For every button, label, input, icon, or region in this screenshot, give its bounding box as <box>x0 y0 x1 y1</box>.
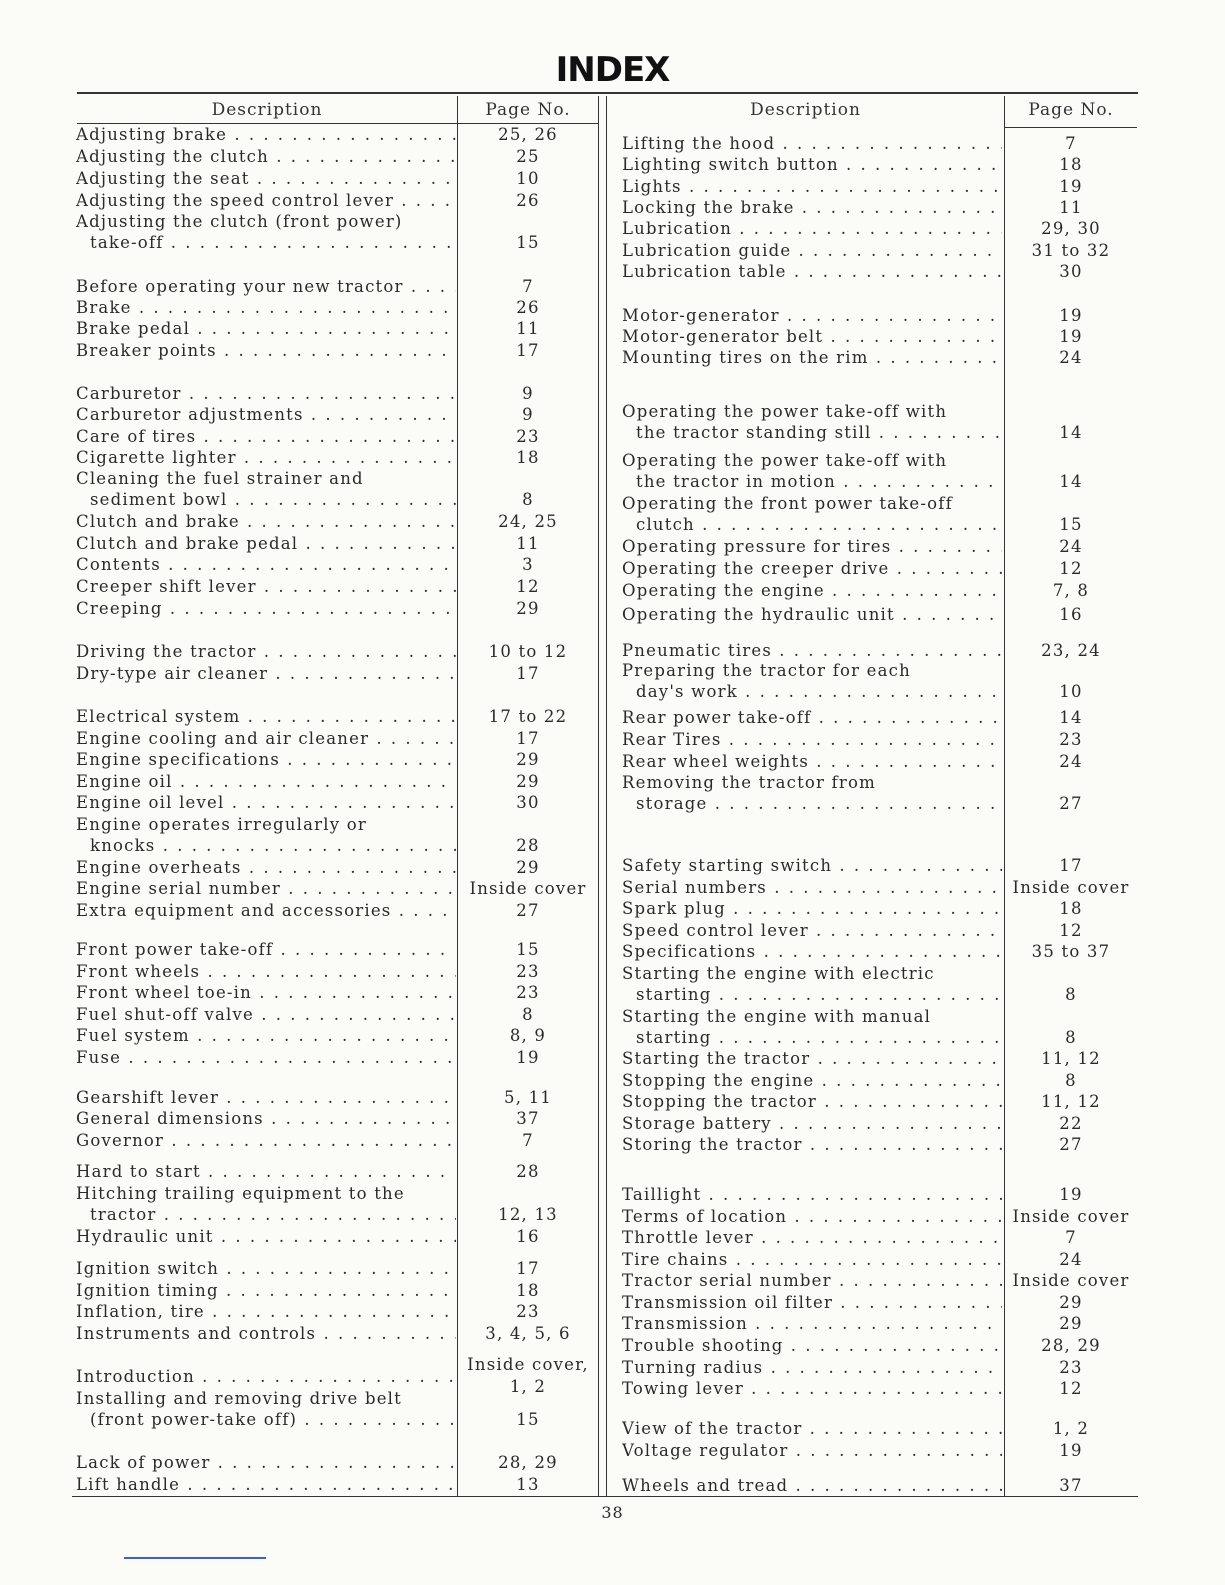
index-entry-description: Cigarette lighter . . . <box>76 447 456 468</box>
index-entry-description: Tractor serial number . . . <box>622 1270 1002 1291</box>
index-entry-description: Safety starting switch . . . <box>622 855 1002 876</box>
index-entry-description: Instruments and controls . . . <box>76 1323 456 1344</box>
index-entry-description: Brake pedal . . . <box>76 318 456 339</box>
right-description-header: Description <box>750 100 861 120</box>
index-entry-description: Front power take-off . . . <box>76 939 456 960</box>
index-entry-description: Breaker points . . . <box>76 340 456 361</box>
index-entry-description: Adjusting the clutch (front power) <box>76 212 403 231</box>
index-entry-page: 11 <box>516 534 540 553</box>
index-entry-description: Engine specifications . . . <box>76 749 456 770</box>
index-entry-description: Operating the hydraulic unit . . . <box>622 604 1002 625</box>
index-entry-page: 10 <box>1059 682 1083 701</box>
index-entry-page: 23, 24 <box>1041 641 1101 660</box>
index-entry-description: Pneumatic tires . . . <box>622 640 1002 661</box>
index-entry-description: Lifting the hood . . . <box>622 133 1002 154</box>
index-entry-description: Adjusting the seat . . . <box>76 168 456 189</box>
index-entry-description: the tractor in motion . . . <box>636 471 1002 492</box>
index-entry-description: Lubrication guide . . . <box>622 240 1002 261</box>
index-entry-description: Clutch and brake . . . <box>76 511 456 532</box>
index-entry-description: Removing the tractor from <box>622 773 876 792</box>
bottom-rule <box>72 1496 1138 1497</box>
index-entry-description: Fuse . . . <box>76 1047 456 1068</box>
index-entry-page: 19 <box>516 1048 540 1067</box>
index-entry-page: 29 <box>516 599 540 618</box>
index-entry-page: 3 <box>522 555 534 574</box>
index-entry-description: Governor . . . <box>76 1130 456 1151</box>
index-entry-page: 14 <box>1059 708 1083 727</box>
index-entry-page: 17 <box>516 1259 540 1278</box>
index-entry-page: 17 <box>516 341 540 360</box>
index-entry-page: 8 <box>1065 1071 1077 1090</box>
index-entry-description: Starting the engine with electric <box>622 964 935 983</box>
index-entry-description: Operating the power take-off with <box>622 451 948 470</box>
index-entry-page: 15 <box>516 1410 540 1429</box>
page-title: INDEX <box>555 50 670 90</box>
index-entry-page: 9 <box>522 384 534 403</box>
index-entry-page: 24 <box>1059 537 1083 556</box>
index-entry-description: take-off . . . <box>90 232 456 253</box>
index-entry-description: Trouble shooting . . . <box>622 1335 1002 1356</box>
index-entry-description: Terms of location . . . <box>622 1206 1002 1227</box>
index-entry-page: 17 <box>516 729 540 748</box>
index-entry-description: Mounting tires on the rim . . . <box>622 347 1002 368</box>
index-entry-description: Adjusting the speed control lever . . . <box>76 190 456 211</box>
index-entry-page: 7 <box>1065 134 1077 153</box>
index-entry-page: 11 <box>1059 198 1083 217</box>
index-entry-page: 9 <box>522 405 534 424</box>
index-entry-description: Ignition timing . . . <box>76 1280 456 1301</box>
index-entry-page: Inside cover <box>1012 1207 1130 1226</box>
center-divider-1 <box>598 96 599 1496</box>
index-entry-page: 15 <box>516 940 540 959</box>
index-entry-description: Lift handle . . . <box>76 1474 456 1495</box>
index-entry-page: 14 <box>1059 472 1083 491</box>
index-entry-description: Spark plug . . . <box>622 898 1002 919</box>
index-entry-description: Motor-generator . . . <box>622 305 1002 326</box>
index-entry-page: 28, 29 <box>1041 1336 1101 1355</box>
index-entry-page: 24, 25 <box>498 512 558 531</box>
left-description-header: Description <box>211 100 323 120</box>
index-entry-page: 5, 11 <box>504 1088 552 1107</box>
index-entry-description: Introduction . . . <box>76 1366 456 1387</box>
index-entry-page: 11 <box>516 319 540 338</box>
header-rule-right <box>1004 127 1137 128</box>
index-entry-page: 19 <box>1059 1185 1083 1204</box>
index-entry-description: Speed control lever . . . <box>622 920 1002 941</box>
index-entry-description: Starting the engine with manual <box>622 1007 932 1026</box>
index-entry-page: 29, 30 <box>1041 219 1101 238</box>
index-entry-page: 23 <box>516 427 540 446</box>
index-entry-description: Before operating your new tractor . . . <box>76 276 456 297</box>
index-entry-page: 7, 8 <box>1052 581 1090 600</box>
index-entry-description: Engine overheats . . . <box>76 857 456 878</box>
index-entry-description: Rear power take-off . . . <box>622 707 1002 728</box>
index-entry-page: 24 <box>1059 348 1083 367</box>
index-entry-description: Serial numbers . . . <box>622 877 1002 898</box>
index-entry-description: Stopping the engine . . . <box>622 1070 1002 1091</box>
index-entry-page: 24 <box>1059 1250 1083 1269</box>
index-entry-description: Driving the tractor . . . <box>76 641 456 662</box>
index-entry-page: 12, 13 <box>498 1205 558 1224</box>
index-entry-page: 29 <box>516 750 540 769</box>
index-entry-description: Specifications . . . <box>622 941 1002 962</box>
index-entry-description: Fuel system . . . <box>76 1025 456 1046</box>
index-entry-description: Tire chains . . . <box>622 1249 1002 1270</box>
index-entry-page: 7 <box>522 277 534 296</box>
center-divider-2 <box>606 96 607 1496</box>
index-entry-page: 16 <box>1059 605 1083 624</box>
index-entry-page: 29 <box>516 772 540 791</box>
index-entry-page: 23 <box>1059 1358 1083 1377</box>
index-entry-description: Gearshift lever . . . <box>76 1087 456 1108</box>
index-entry-page: 27 <box>1059 1135 1083 1154</box>
index-entry-page: 24 <box>1059 752 1083 771</box>
index-entry-description: knocks . . . <box>90 835 456 856</box>
index-entry-description: storage . . . <box>636 793 1002 814</box>
index-entry-page: 12 <box>1059 1379 1083 1398</box>
index-entry-description: Extra equipment and accessories . . . <box>76 900 456 921</box>
index-entry-description: Storing the tractor . . . <box>622 1134 1002 1155</box>
index-entry-page: 23 <box>516 983 540 1002</box>
scanner-link-underline <box>124 1557 266 1559</box>
index-entry-description: Lubrication . . . <box>622 218 1002 239</box>
index-entry-page: 17 to 22 <box>488 707 568 726</box>
index-entry-page: 18 <box>516 448 540 467</box>
index-entry-description: Front wheels . . . <box>76 961 456 982</box>
index-entry-description: Lack of power . . . <box>76 1452 456 1473</box>
index-entry-description: Stopping the tractor . . . <box>622 1091 1002 1112</box>
index-entry-page: 19 <box>1059 1441 1083 1460</box>
index-entry-page: 8 <box>1065 985 1077 1004</box>
index-entry-description: Operating the engine . . . <box>622 580 1002 601</box>
index-entry-description: (front power-take off) . . . <box>90 1409 456 1430</box>
index-entry-description: Cleaning the fuel strainer and <box>76 469 364 488</box>
index-entry-page: 10 <box>516 169 540 188</box>
index-entry-description: Turning radius . . . <box>622 1357 1002 1378</box>
index-entry-page: 8 <box>1065 1028 1077 1047</box>
index-entry-page: 8, 9 <box>509 1026 547 1045</box>
index-entry-description: Hydraulic unit . . . <box>76 1226 456 1247</box>
index-entry-page: 18 <box>1059 155 1083 174</box>
index-entry-page: Inside cover <box>1012 1271 1130 1290</box>
index-entry-description: Rear wheel weights . . . <box>622 751 1002 772</box>
index-entry-description: Taillight . . . <box>622 1184 1002 1205</box>
index-entry-description: Adjusting the clutch . . . <box>76 146 456 167</box>
index-entry-page: 12 <box>1059 559 1083 578</box>
index-entry-page: Inside cover <box>1012 878 1130 897</box>
index-entry-page: 26 <box>516 191 540 210</box>
index-entry-page: 30 <box>516 793 540 812</box>
index-entry-description: Wheels and tread . . . <box>622 1475 1002 1496</box>
index-entry-description: Engine serial number . . . <box>76 878 456 899</box>
index-entry-description: Creeper shift lever . . . <box>76 576 456 597</box>
index-entry-description: Engine cooling and air cleaner . . . <box>76 728 456 749</box>
index-entry-page: 14 <box>1059 423 1083 442</box>
index-entry-description: Front wheel toe-in . . . <box>76 982 456 1003</box>
index-entry-page: 19 <box>1059 306 1083 325</box>
index-entry-description: Motor-generator belt . . . <box>622 326 1002 347</box>
index-entry-page: 12 <box>516 577 540 596</box>
index-entry-description: Starting the tractor . . . <box>622 1048 1002 1069</box>
index-entry-page: 31 to 32 <box>1031 241 1111 260</box>
index-entry-page: 13 <box>516 1475 540 1494</box>
index-entry-description: Rear Tires . . . <box>622 729 1002 750</box>
index-entry-page: 3, 4, 5, 6 <box>485 1324 571 1343</box>
index-entry-description: tractor . . . <box>90 1204 456 1225</box>
index-entry-description: sediment bowl . . . <box>90 489 456 510</box>
index-entry-page: 7 <box>522 1131 534 1150</box>
index-entry-description: Creeping . . . <box>76 598 456 619</box>
index-entry-page: 11, 12 <box>1041 1049 1101 1068</box>
index-entry-page: 17 <box>516 664 540 683</box>
index-entry-page: 11, 12 <box>1041 1092 1101 1111</box>
index-entry-description: Voltage regulator . . . <box>622 1440 1002 1461</box>
index-entry-page: 19 <box>1059 177 1083 196</box>
index-entry-page: 37 <box>516 1109 540 1128</box>
index-entry-description: Inflation, tire . . . <box>76 1301 456 1322</box>
index-entry-page: 16 <box>516 1227 540 1246</box>
index-entry-description: the tractor standing still . . . <box>636 422 1002 443</box>
index-entry-description: Brake . . . <box>76 297 456 318</box>
index-entry-page: 22 <box>1059 1114 1083 1133</box>
index-entry-page: 1, 2 <box>1052 1419 1090 1438</box>
index-entry-page: 23 <box>516 1302 540 1321</box>
right-page-header: Page No. <box>1028 100 1114 120</box>
index-entry-description: View of the tractor . . . <box>622 1418 1002 1439</box>
index-entry-description: Carburetor . . . <box>76 383 456 404</box>
index-entry-page: 7 <box>1065 1228 1077 1247</box>
index-entry-page: 29 <box>1059 1293 1083 1312</box>
index-entry-page: 30 <box>1059 262 1083 281</box>
index-entry-page: 10 to 12 <box>488 642 568 661</box>
index-entry-page: 15 <box>516 233 540 252</box>
left-page-header: Page No. <box>485 100 571 120</box>
index-entry-description: Towing lever . . . <box>622 1378 1002 1399</box>
index-entry-page: 26 <box>516 298 540 317</box>
index-entry-description: clutch . . . <box>636 514 1002 535</box>
index-entry-description: Preparing the tractor for each <box>622 661 911 680</box>
index-entry-description: Adjusting brake . . . <box>76 124 456 145</box>
index-entry-page: 29 <box>1059 1314 1083 1333</box>
index-entry-description: Lubrication table . . . <box>622 261 1002 282</box>
index-entry-description: Lighting switch button . . . <box>622 154 1002 175</box>
index-entry-description: starting . . . <box>636 1027 1002 1048</box>
index-entry-description: Carburetor adjustments . . . <box>76 404 456 425</box>
index-entry-page: 18 <box>516 1281 540 1300</box>
index-entry-description: starting . . . <box>636 984 1002 1005</box>
index-entry-page: 23 <box>516 962 540 981</box>
page-number: 38 <box>601 1503 624 1522</box>
index-entry-description: Storage battery . . . <box>622 1113 1002 1134</box>
index-entry-description: Hitching trailing equipment to the <box>76 1184 405 1203</box>
index-entry-description: Throttle lever . . . <box>622 1227 1002 1248</box>
index-entry-description: Hard to start . . . <box>76 1161 456 1182</box>
index-entry-description: General dimensions . . . <box>76 1108 456 1129</box>
index-entry-page: Inside cover <box>469 879 587 898</box>
index-entry-description: Care of tires . . . <box>76 426 456 447</box>
index-entry-description: Electrical system . . . <box>76 706 456 727</box>
index-entry-description: Installing and removing drive belt <box>76 1389 402 1408</box>
index-entry-page: 29 <box>516 858 540 877</box>
index-entry-page: 27 <box>516 901 540 920</box>
index-entry-description: Contents . . . <box>76 554 456 575</box>
index-entry-page: 25 <box>516 147 540 166</box>
index-entry-page: 28 <box>516 836 540 855</box>
index-entry-page: 35 to 37 <box>1031 942 1111 961</box>
index-entry-page: 37 <box>1059 1476 1083 1495</box>
index-entry-description: Locking the brake . . . <box>622 197 1002 218</box>
index-entry-page: 19 <box>1059 327 1083 346</box>
index-entry-page: 18 <box>1059 899 1083 918</box>
index-entry-page: 27 <box>1059 794 1083 813</box>
index-entry-page: 8 <box>522 490 534 509</box>
index-entry-description: Dry-type air cleaner . . . <box>76 663 456 684</box>
index-entry-page: 8 <box>522 1005 534 1024</box>
top-rule <box>77 92 1138 94</box>
index-entry-description: Fuel shut-off valve . . . <box>76 1004 456 1025</box>
index-entry-description: Engine oil . . . <box>76 771 456 792</box>
index-entry-page: 28, 29 <box>498 1453 558 1472</box>
index-entry-description: Ignition switch . . . <box>76 1258 456 1279</box>
index-entry-page: 28 <box>516 1162 540 1181</box>
index-entry-description: Transmission oil filter . . . <box>622 1292 1002 1313</box>
index-entry-description: Engine operates irregularly or <box>76 815 367 834</box>
index-entry-description: Operating the power take-off with <box>622 402 948 421</box>
index-entry-page: 25, 26 <box>498 125 558 144</box>
index-entry-description: day's work . . . <box>636 681 1002 702</box>
index-entry-description: Engine oil level . . . <box>76 792 456 813</box>
index-entry-page: 12 <box>1059 921 1083 940</box>
index-entry-description: Lights . . . <box>622 176 1002 197</box>
index-entry-description: Transmission . . . <box>622 1313 1002 1334</box>
index-entry-description: Operating the creeper drive . . . <box>622 558 1002 579</box>
index-entry-page: Inside cover, 1, 2 <box>467 1355 589 1396</box>
index-entry-page: 15 <box>1059 515 1083 534</box>
index-entry-page: 17 <box>1059 856 1083 875</box>
index-entry-description: Clutch and brake pedal . . . <box>76 533 456 554</box>
index-entry-description: Operating the front power take-off <box>622 494 953 513</box>
index-entry-page: 23 <box>1059 730 1083 749</box>
index-entry-description: Operating pressure for tires . . . <box>622 536 1002 557</box>
